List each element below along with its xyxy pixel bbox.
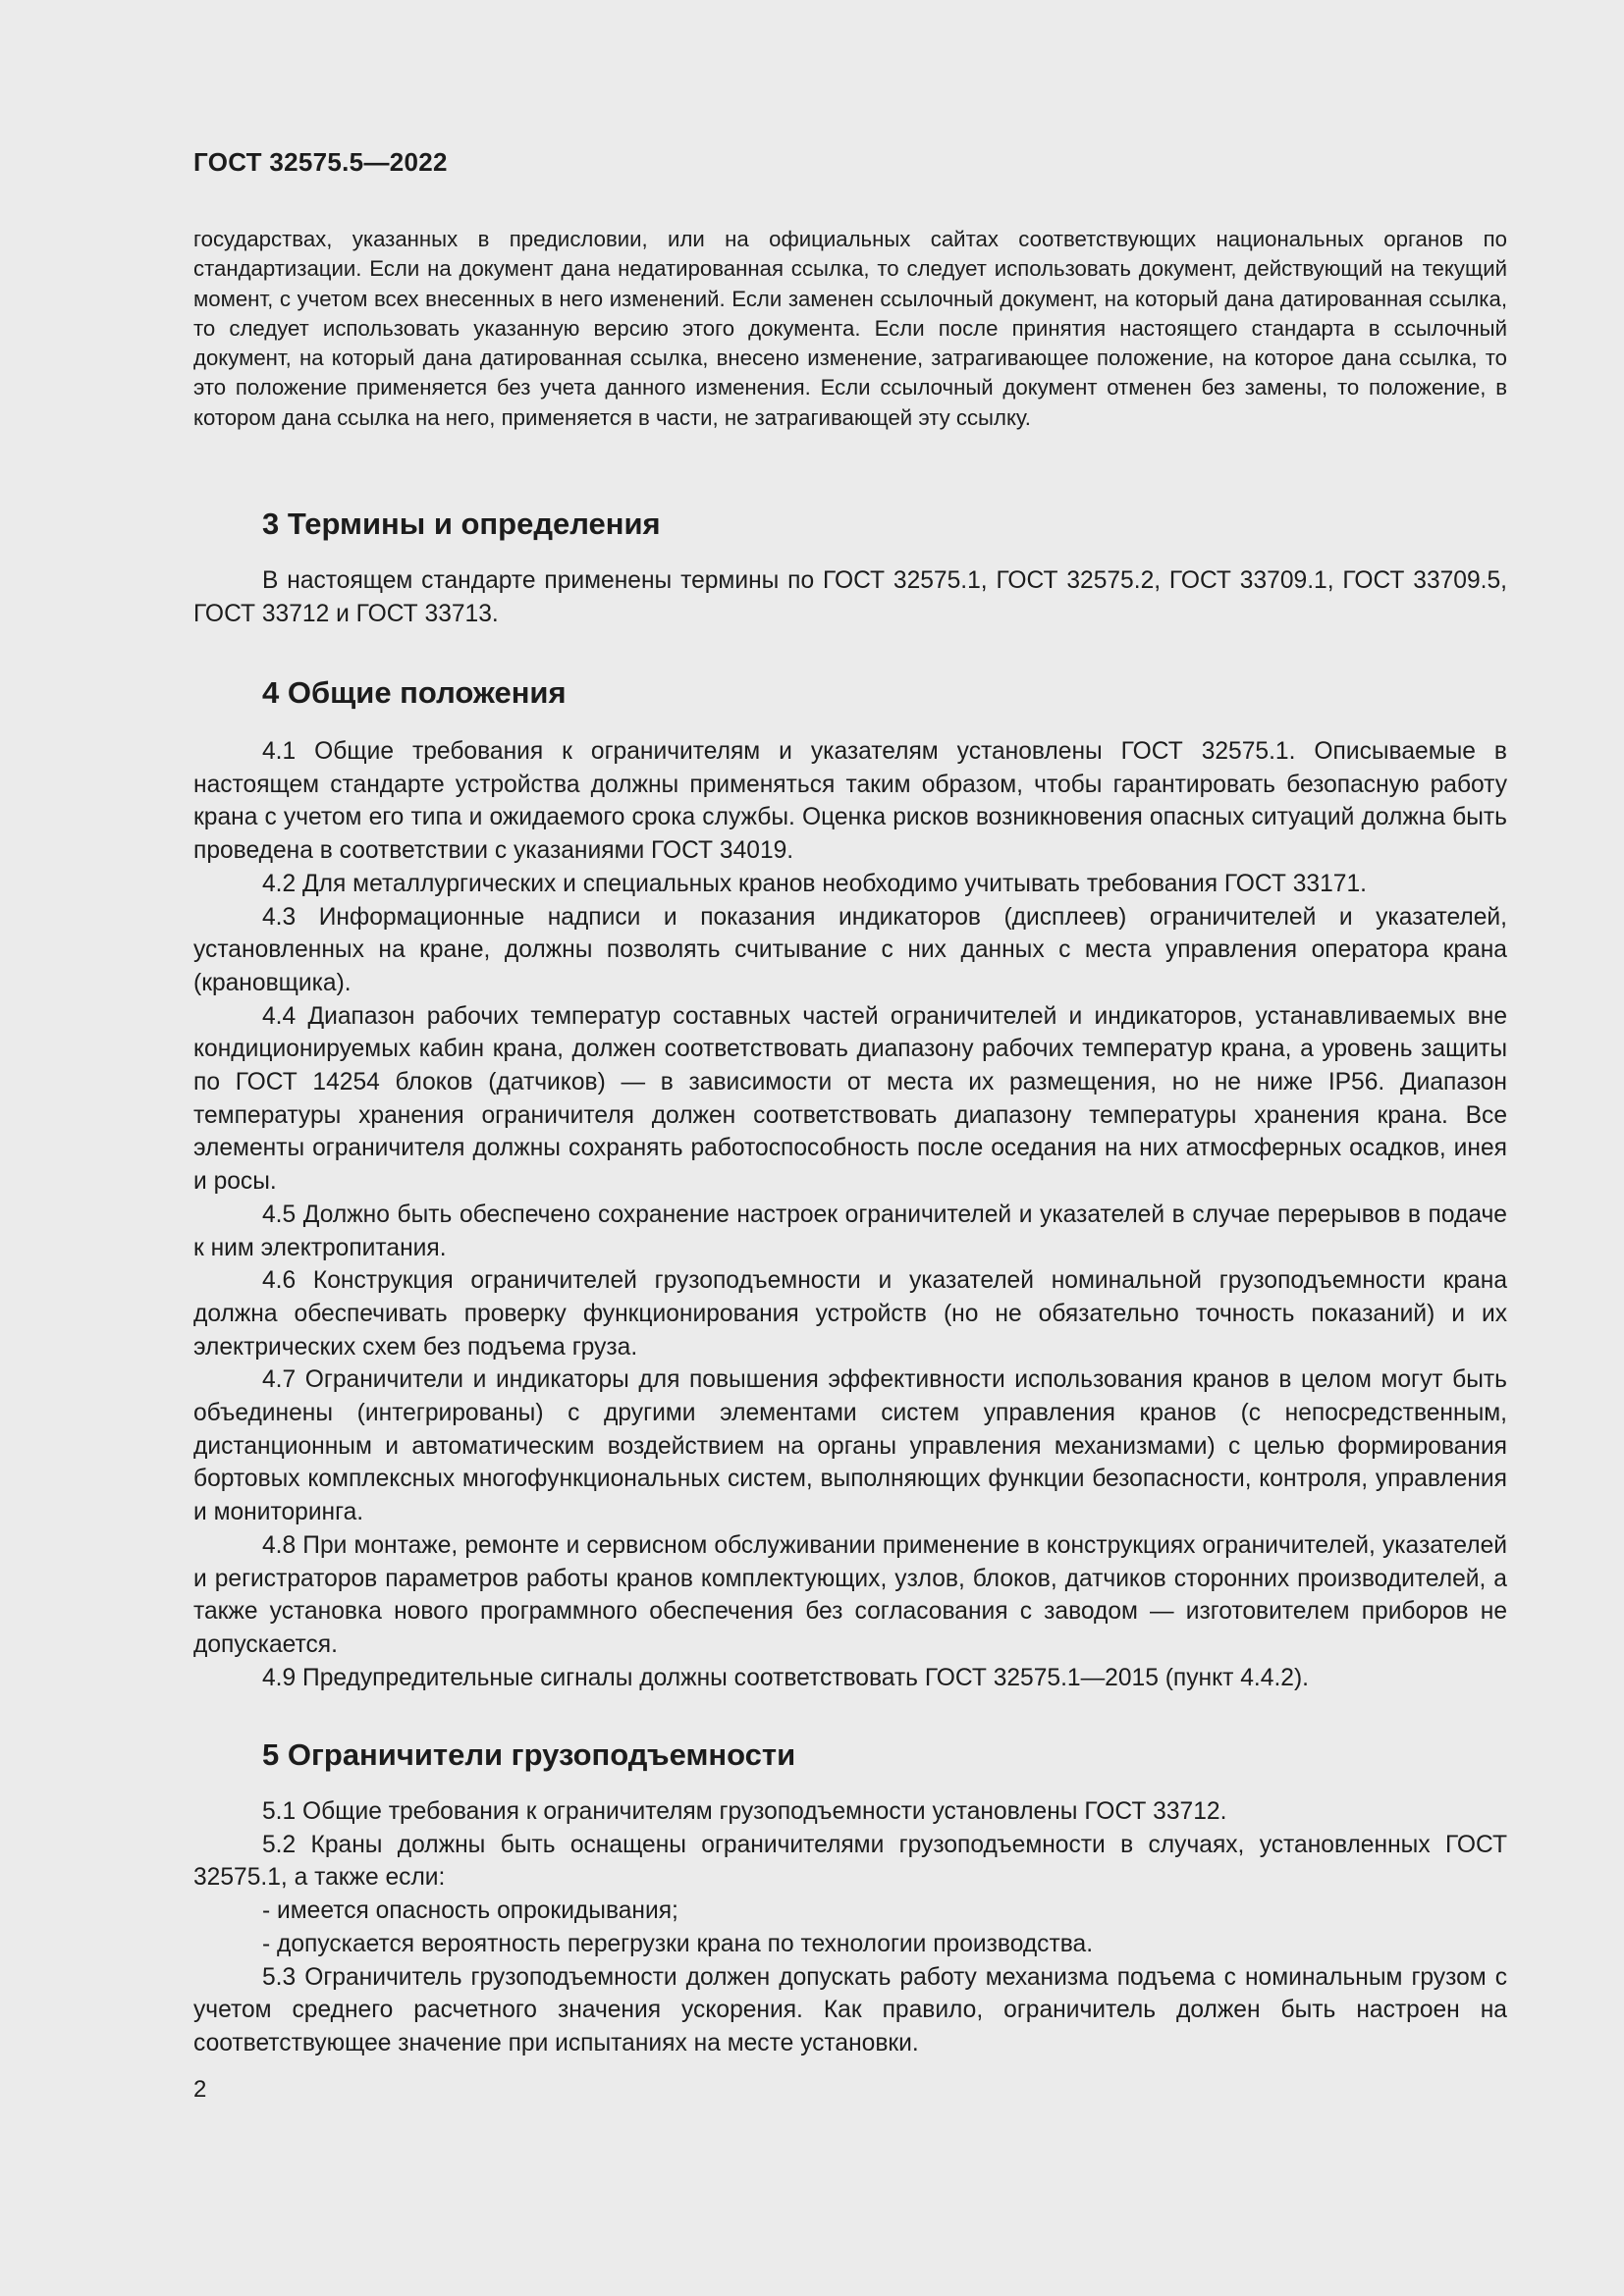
page-number: 2	[193, 2076, 207, 2103]
clause-4-6: 4.6 Конструкция ограничителей грузоподъемности и указателей номинальной грузоподъемности крана должна обеспечивать проверку функционирования устройств (но не обязательно точность показаний) и их электрических схем без подъема груза.	[193, 1267, 1507, 1361]
intro-paragraph: государствах, указанных в предисловии, или на официальных сайтах соответствующих национальных органов по стандартизации. Если на документ дана недатированная ссылка, то следует использовать документ, действующий на текущий момент, с учетом всех внесенных в него изменений. Если заменен ссылочный документ, на который дана датированная ссылка, то следует использовать указанную версию этого документа. Если после принятия настоящего стандарта в ссылочный документ, на который дана датированная ссылка, внесено изменение, затрагивающее положение, на которое дана ссылка, то это положение применяется без учета данного изменения. Если ссылочный документ отменен без замены, то положение, в котором дана ссылка на него, применяется в части, не затрагивающей эту ссылку.	[193, 227, 1507, 430]
section-4	[193, 674, 1507, 1694]
section-5-title: 5 Ограничители грузоподъемности	[262, 1737, 796, 1772]
clause-4-7: 4.7 Ограничители и индикаторы для повышения эффективности использования кранов в целом могут быть объединены (интегрированы) с другими элементами систем управления кранов (с непосредственным, дистанционным и автоматическим воздействием на органы управления механизмами) с целью формирования бортовых комплексных многофункциональных систем, выполняющих функции безопасности, контроля, управления и мониторинга.	[193, 1366, 1507, 1526]
section-3-title: 3 Термины и определения	[262, 507, 661, 541]
clause-4-4: 4.4 Диапазон рабочих температур составных частей ограничителей и индикаторов, устанавливаемых вне кондиционируемых кабин крана, должен соответствовать диапазону рабочих температур крана, а уровень защиты по ГОСТ 14254 блоков (датчиков) — в зависимости от места их размещения, но не ниже IP56. Диапазон температуры хранения ограничителя должен соответствовать диапазону температуры хранения крана. Все элементы ограничителя должны сохранять работоспособность после оседания на них атмосферных осадков, инея и росы.	[193, 1002, 1507, 1196]
section-4-body	[193, 735, 1507, 1694]
clause-5-1: 5.1 Общие требования к ограничителям грузоподъемности установлены ГОСТ 33712.	[262, 1798, 1227, 1825]
clause-4-1: 4.1 Общие требования к ограничителям и указателям установлены ГОСТ 32575.1. Описываемые в настоящем стандарте устройства должны применяться таким образом, чтобы гарантировать безопасную работу крана с учетом его типа и ожидаемого срока службы. Оценка рисков возникновения опасных ситуаций должна быть проведена в соответствии с указаниями ГОСТ 34019.	[193, 738, 1507, 865]
clause-4-5: 4.5 Должно быть обеспечено сохранение настроек ограничителей и указателей в случае перерывов в подаче к ним электропитания.	[193, 1201, 1507, 1261]
clause-4-9: 4.9 Предупредительные сигналы должны соответствовать ГОСТ 32575.1—2015 (пункт 4.4.2).	[262, 1664, 1309, 1691]
section-3-paragraph: В настоящем стандарте применены термины по ГОСТ 32575.1, ГОСТ 32575.2, ГОСТ 33709.1, ГОСТ 33709.5, ГОСТ 33712 и ГОСТ 33713.	[193, 567, 1507, 627]
clause-4-8: 4.8 При монтаже, ремонте и сервисном обслуживании применение в конструкциях ограничителей, указателей и регистраторов параметров работы кранов комплектующих, узлов, блоков, датчиков сторонних производителей, а также установка нового программного обеспечения без согласования с заводом — изготовителем приборов не допускается.	[193, 1531, 1507, 1658]
clause-5-3: 5.3 Ограничитель грузоподъемности должен допускать работу механизма подъема с номинальным грузом с учетом среднего расчетного значения ускорения. Как правило, ограничитель должен быть настроен на соответствующее значение при испытаниях на месте установки.	[193, 1963, 1507, 2056]
clause-4-2: 4.2 Для металлургических и специальных кранов необходимо учитывать требования ГОСТ 33171.	[262, 870, 1367, 897]
section-4-title: 4 Общие положения	[262, 675, 567, 710]
list-item: - имеется опасность опрокидывания;	[262, 1897, 678, 1925]
section-5-body	[193, 1795, 1507, 2060]
section-5	[193, 1736, 1507, 2060]
section-3	[193, 506, 1507, 630]
page-header-standard-id: ГОСТ 32575.5—2022	[193, 147, 448, 177]
clause-5-2: 5.2 Краны должны быть оснащены ограничителями грузоподъемности в случаях, установленных ГОСТ 32575.1, а также если:	[193, 1831, 1507, 1892]
list-item: - допускается вероятность перегрузки крана по технологии производства.	[262, 1930, 1094, 1957]
clause-4-3: 4.3 Информационные надписи и показания индикаторов (дисплеев) ограничителей и указателей, установленных на кране, должны позволять считывание с них данных с места управления оператора крана (крановщика).	[193, 903, 1507, 996]
intro-paragraph-block	[193, 225, 1507, 433]
section-3-body	[193, 564, 1507, 630]
